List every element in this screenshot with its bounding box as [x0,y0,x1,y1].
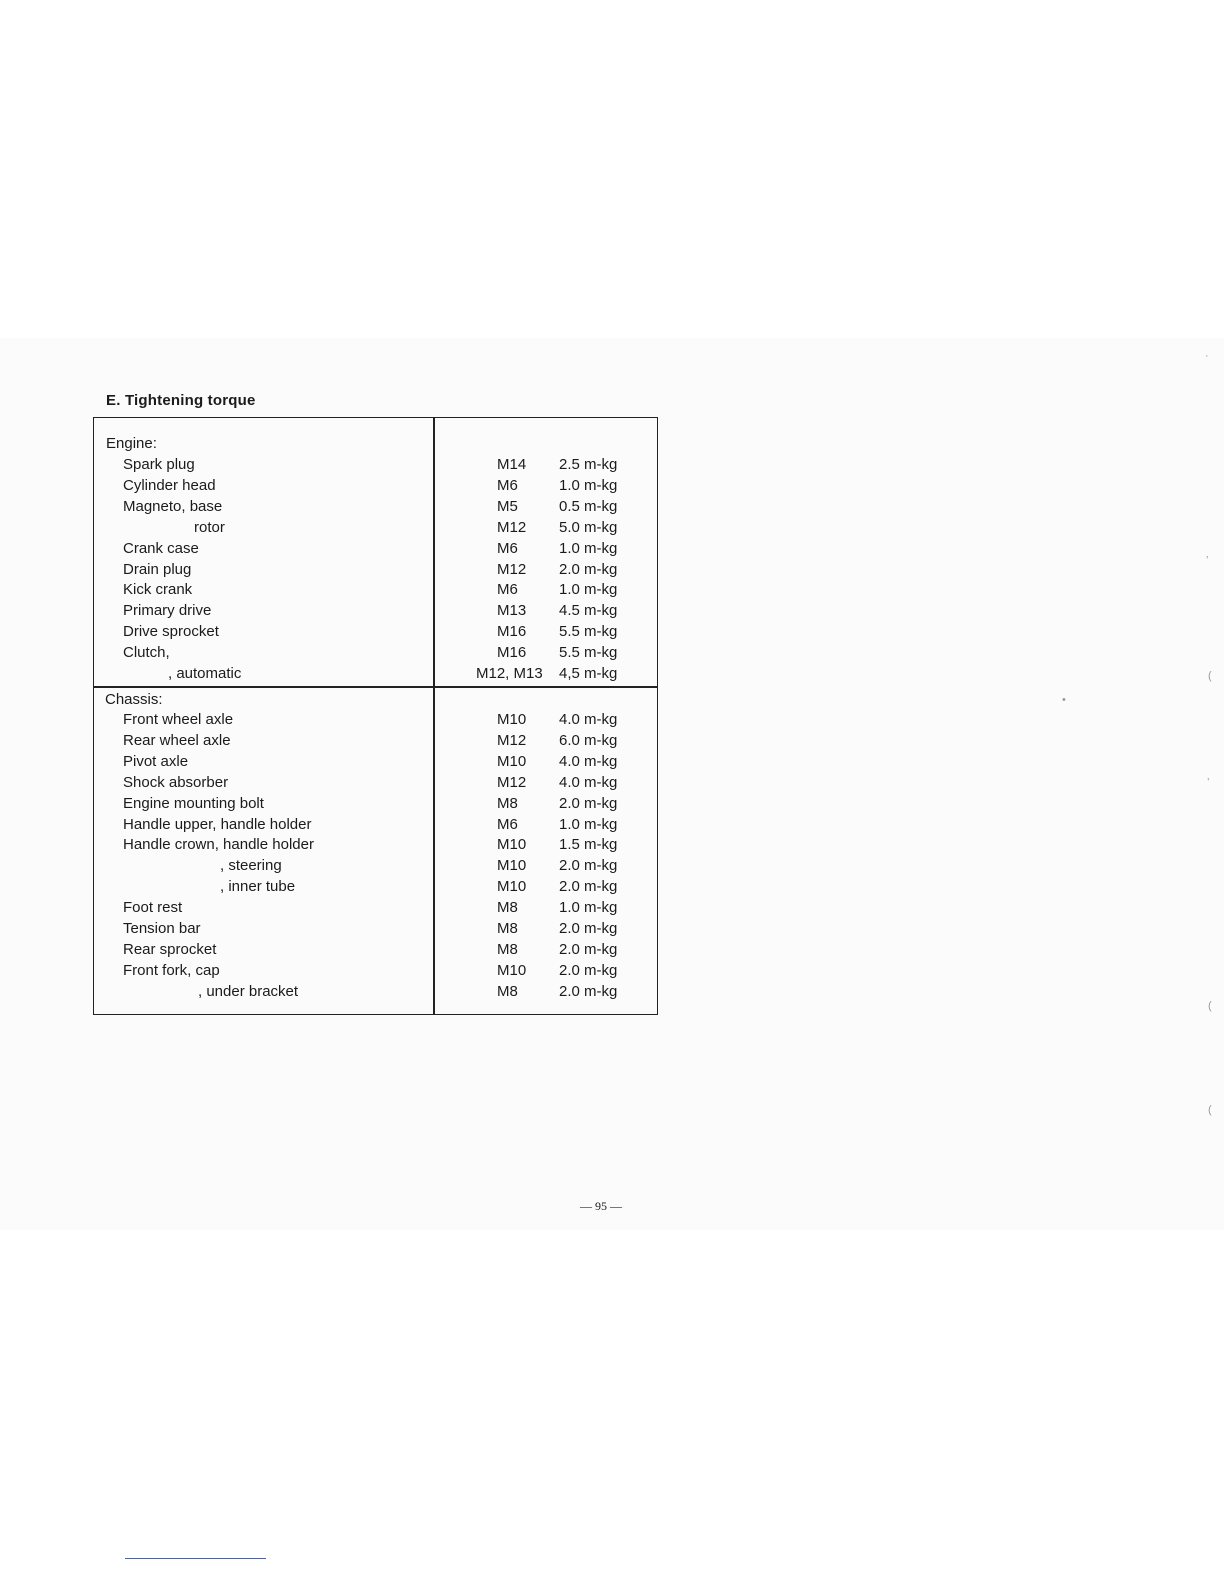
part-name: Drive sprocket [123,623,219,641]
part-name: Drain plug [123,560,192,578]
thread-size: M10 [497,836,527,854]
torque-value: 4.0 m-kg [559,711,618,728]
torque-value: 1.0 m-kg [559,476,618,494]
torque-value: 4.5 m-kg [559,602,618,620]
torque-value: 6.0 m-kg [559,731,618,749]
part-name: Tension bar [123,920,201,937]
torque-value: 2.0 m-kg [559,961,618,979]
torque-value: 1.0 m-kg [559,581,618,599]
part-name: Handle crown, handle holder [123,836,314,854]
torque-value: 1.0 m-kg [559,539,618,557]
torque-value: 2.0 m-kg [559,982,618,1000]
thread-size: M6 [497,539,518,557]
thread-size: M12 [497,773,527,791]
torque-value: 2.0 m-kg [559,878,618,896]
torque-value: 2.0 m-kg [559,794,618,812]
torque-value: 2.5 m-kg [559,456,618,473]
part-name: Crank case [123,539,199,557]
torque-value: 0.5 m-kg [559,497,618,515]
part-name: Spark plug [123,456,195,473]
torque-value: 1.0 m-kg [559,815,618,833]
page-number: — 95 — [580,1199,622,1213]
thread-size: M6 [497,476,518,494]
torque-value: 4.0 m-kg [559,773,618,791]
thread-size: M10 [497,752,527,770]
part-name: Primary drive [123,602,212,620]
torque-table [93,417,658,1015]
thread-size: M8 [497,940,518,958]
thread-size: M8 [497,920,518,937]
thread-size: M10 [497,878,527,896]
torque-value: 5.5 m-kg [559,644,618,662]
thread-size: M6 [497,581,518,599]
torque-value: 2.0 m-kg [559,857,618,875]
torque-value: 1.5 m-kg [559,836,618,854]
thread-size: M6 [497,815,518,833]
part-name: , steering [220,857,282,875]
scan-artifact: ( [1208,670,1212,682]
scan-artifact: ‚ [1206,548,1209,560]
part-name: Kick crank [123,581,193,599]
column-divider [433,418,435,1014]
thread-size: M8 [497,899,518,917]
part-name: Magneto, base [123,497,223,515]
torque-value: 1.0 m-kg [559,899,618,917]
engine-heading: Engine: [106,435,157,452]
part-name: Front fork, cap [123,961,220,979]
torque-value: 5.0 m-kg [559,518,618,536]
scan-artifact: ( [1208,1000,1212,1012]
scan-artifact: ( [1208,1104,1212,1116]
part-name: , automatic [168,665,242,682]
part-name: , under bracket [198,982,299,1000]
part-name: Pivot axle [123,752,189,770]
thread-size: M8 [497,794,518,812]
thread-size: M16 [497,623,527,641]
section-title: E. Tightening torque [106,392,256,409]
part-name: rotor [194,518,225,536]
torque-value: 4,5 m-kg [559,665,618,682]
thread-size: M12 [497,560,527,578]
part-name: Clutch, [123,644,170,662]
scan-artifact: • [1062,694,1066,706]
part-name: Rear wheel axle [123,731,231,749]
scan-artifact: · [1205,350,1209,362]
thread-size: M5 [497,497,518,515]
thread-size: M8 [497,982,518,1000]
thread-size: M12 [497,518,527,536]
torque-value: 2.0 m-kg [559,940,618,958]
thread-size: M10 [497,961,527,979]
part-name: Rear sprocket [123,940,217,958]
chassis-heading: Chassis: [105,691,163,708]
section-divider [94,686,657,688]
thread-size: M12 [497,731,527,749]
part-name: Shock absorber [123,773,229,791]
part-name: , inner tube [220,878,296,896]
torque-value: 4.0 m-kg [559,752,618,770]
part-name: Handle upper, handle holder [123,815,312,833]
torque-value: 2.0 m-kg [559,560,618,578]
part-name: Engine mounting bolt [123,794,264,812]
thread-size: M14 [497,456,527,473]
thread-size: M13 [497,602,527,620]
part-name: Foot rest [123,899,183,917]
bottom-rule [125,1558,266,1559]
torque-value: 5.5 m-kg [559,623,618,641]
part-name: Cylinder head [123,476,216,494]
thread-size: M10 [497,857,527,875]
thread-size: M12, M13 [476,665,543,682]
torque-value: 2.0 m-kg [559,920,618,937]
thread-size: M10 [497,711,527,728]
thread-size: M16 [497,644,527,662]
part-name: Front wheel axle [123,711,234,728]
scan-artifact: ‚ [1207,770,1210,782]
